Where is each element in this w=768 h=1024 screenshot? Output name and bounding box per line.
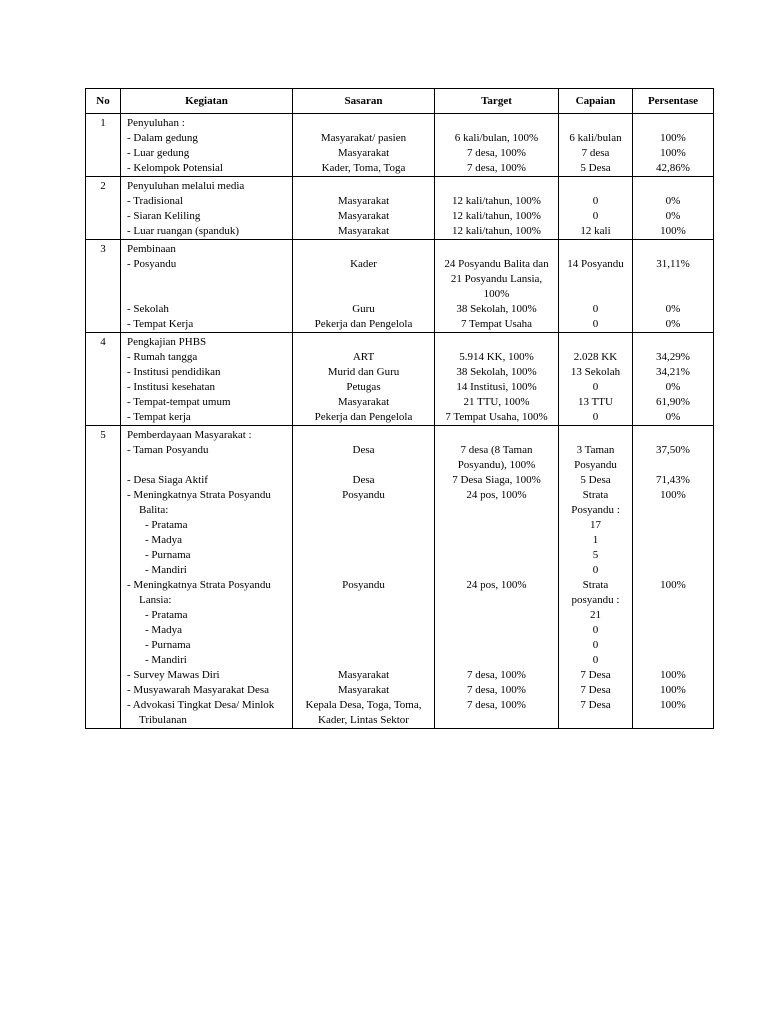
cell-capaian [559, 333, 633, 351]
cell-sasaran [293, 608, 435, 623]
cell-target: 38 Sekolah, 100% [435, 365, 559, 380]
cell-capaian: 0 [559, 194, 633, 209]
cell-target: 7 Tempat Usaha [435, 317, 559, 333]
cell-persentase: 0% [633, 410, 714, 426]
cell-no [86, 395, 121, 410]
cell-kegiatan: - Tempat Kerja [121, 317, 293, 333]
cell-sasaran [293, 177, 435, 195]
table-section [86, 240, 714, 333]
header-target: Target [435, 89, 559, 114]
cell-capaian: Strata Posyandu : [559, 488, 633, 518]
cell-sasaran [293, 533, 435, 548]
cell-target [435, 533, 559, 548]
cell-sasaran: Pekerja dan Pengelola [293, 410, 435, 426]
cell-kegiatan: - Purnama [121, 638, 293, 653]
cell-no [86, 350, 121, 365]
cell-kegiatan: - Advokasi Tingkat Desa/ Minlok Tribulanan [121, 698, 293, 729]
cell-capaian: 5 Desa [559, 473, 633, 488]
cell-persentase: 100% [633, 668, 714, 683]
cell-persentase: 0% [633, 209, 714, 224]
cell-target [435, 518, 559, 533]
table-section [86, 426, 714, 729]
table-row [86, 333, 714, 351]
cell-capaian: 3 Taman Posyandu [559, 443, 633, 473]
table-row [86, 350, 714, 365]
cell-capaian: 0 [559, 623, 633, 638]
cell-sasaran: Murid dan Guru [293, 365, 435, 380]
cell-sasaran [293, 638, 435, 653]
cell-persentase [633, 533, 714, 548]
cell-sasaran: Masyarakat [293, 224, 435, 240]
cell-kegiatan: - Purnama [121, 548, 293, 563]
cell-capaian: 7 Desa [559, 668, 633, 683]
cell-persentase [633, 653, 714, 668]
cell-target: 7 desa, 100% [435, 161, 559, 177]
cell-sasaran: Petugas [293, 380, 435, 395]
cell-sasaran: Desa [293, 443, 435, 473]
cell-no [86, 443, 121, 473]
cell-persentase [633, 548, 714, 563]
cell-kegiatan: - Madya [121, 533, 293, 548]
cell-target: 7 Tempat Usaha, 100% [435, 410, 559, 426]
cell-target: 6 kali/bulan, 100% [435, 131, 559, 146]
table-row [86, 623, 714, 638]
cell-capaian: 0 [559, 410, 633, 426]
cell-no [86, 623, 121, 638]
cell-sasaran [293, 653, 435, 668]
table-row [86, 473, 714, 488]
cell-sasaran: Masyarakat [293, 146, 435, 161]
header-sasaran: Sasaran [293, 89, 435, 114]
cell-no [86, 638, 121, 653]
cell-sasaran [293, 548, 435, 563]
table-row [86, 194, 714, 209]
cell-persentase [633, 114, 714, 132]
cell-no [86, 473, 121, 488]
table-row [86, 131, 714, 146]
cell-capaian: 14 Posyandu [559, 257, 633, 302]
cell-target: 12 kali/tahun, 100% [435, 194, 559, 209]
cell-kegiatan: - Dalam gedung [121, 131, 293, 146]
cell-target: 24 pos, 100% [435, 488, 559, 518]
table-row [86, 380, 714, 395]
cell-kegiatan: - Luar ruangan (spanduk) [121, 224, 293, 240]
cell-persentase: 100% [633, 224, 714, 240]
cell-persentase [633, 177, 714, 195]
cell-target [435, 548, 559, 563]
cell-capaian: 1 [559, 533, 633, 548]
table-row [86, 395, 714, 410]
cell-sasaran [293, 333, 435, 351]
table-row [86, 653, 714, 668]
cell-capaian: 0 [559, 563, 633, 578]
cell-no [86, 668, 121, 683]
cell-persentase: 34,21% [633, 365, 714, 380]
cell-target [435, 608, 559, 623]
header-capaian: Capaian [559, 89, 633, 114]
cell-persentase: 61,90% [633, 395, 714, 410]
cell-capaian: 13 Sekolah [559, 365, 633, 380]
cell-sasaran: Posyandu [293, 578, 435, 608]
cell-capaian: 17 [559, 518, 633, 533]
table-row [86, 443, 714, 473]
cell-no [86, 518, 121, 533]
cell-kegiatan: Pengkajian PHBS [121, 333, 293, 351]
cell-capaian: 7 Desa [559, 698, 633, 729]
cell-capaian: 0 [559, 209, 633, 224]
table-row [86, 518, 714, 533]
cell-kegiatan: - Survey Mawas Diri [121, 668, 293, 683]
cell-persentase: 100% [633, 146, 714, 161]
cell-sasaran: Kepala Desa, Toga, Toma, Kader, Lintas Sektor [293, 698, 435, 729]
header-kegiatan: Kegiatan [121, 89, 293, 114]
cell-no [86, 257, 121, 302]
cell-capaian: 0 [559, 317, 633, 333]
cell-no [86, 194, 121, 209]
cell-persentase: 0% [633, 317, 714, 333]
cell-kegiatan: Penyuluhan : [121, 114, 293, 132]
cell-sasaran: Masyarakat [293, 668, 435, 683]
table-section [86, 177, 714, 240]
cell-target [435, 333, 559, 351]
cell-kegiatan: - Luar gedung [121, 146, 293, 161]
cell-persentase [633, 608, 714, 623]
cell-capaian: 13 TTU [559, 395, 633, 410]
cell-target [435, 563, 559, 578]
cell-persentase: 42,86% [633, 161, 714, 177]
cell-capaian: 0 [559, 380, 633, 395]
cell-no [86, 533, 121, 548]
cell-kegiatan: - Tradisional [121, 194, 293, 209]
cell-no [86, 131, 121, 146]
table-row [86, 668, 714, 683]
cell-no [86, 698, 121, 729]
cell-no [86, 488, 121, 518]
cell-kegiatan: - Pratama [121, 608, 293, 623]
cell-no: 5 [86, 426, 121, 444]
cell-kegiatan: Penyuluhan melalui media [121, 177, 293, 195]
table-header-row [86, 89, 714, 114]
cell-kegiatan: - Posyandu [121, 257, 293, 302]
table-row [86, 302, 714, 317]
cell-persentase: 100% [633, 698, 714, 729]
cell-no: 4 [86, 333, 121, 351]
cell-kegiatan: - Rumah tangga [121, 350, 293, 365]
cell-kegiatan: - Meningkatnya Strata Posyandu Lansia: [121, 578, 293, 608]
cell-persentase [633, 240, 714, 258]
cell-sasaran: Desa [293, 473, 435, 488]
cell-kegiatan: - Tempat kerja [121, 410, 293, 426]
cell-target: 7 desa, 100% [435, 683, 559, 698]
table-row [86, 240, 714, 258]
cell-target: 5.914 KK, 100% [435, 350, 559, 365]
cell-kegiatan: - Tempat-tempat umum [121, 395, 293, 410]
cell-target [435, 638, 559, 653]
table-row [86, 224, 714, 240]
cell-persentase: 34,29% [633, 350, 714, 365]
cell-capaian: Strata posyandu : [559, 578, 633, 608]
table-row [86, 683, 714, 698]
cell-no [86, 608, 121, 623]
cell-no: 2 [86, 177, 121, 195]
cell-sasaran [293, 114, 435, 132]
table-row [86, 177, 714, 195]
table-row [86, 488, 714, 518]
cell-kegiatan: - Sekolah [121, 302, 293, 317]
cell-sasaran: ART [293, 350, 435, 365]
cell-sasaran: Masyarakat [293, 209, 435, 224]
cell-target [435, 653, 559, 668]
cell-persentase: 100% [633, 683, 714, 698]
cell-persentase [633, 563, 714, 578]
cell-persentase: 0% [633, 194, 714, 209]
cell-no [86, 653, 121, 668]
cell-no [86, 410, 121, 426]
cell-no [86, 302, 121, 317]
table-row [86, 161, 714, 177]
cell-no [86, 146, 121, 161]
cell-capaian: 5 [559, 548, 633, 563]
cell-kegiatan: - Mandiri [121, 563, 293, 578]
cell-no [86, 224, 121, 240]
cell-capaian: 6 kali/bulan [559, 131, 633, 146]
cell-kegiatan: - Mandiri [121, 653, 293, 668]
cell-target [435, 114, 559, 132]
cell-no [86, 380, 121, 395]
cell-target [435, 177, 559, 195]
cell-no [86, 683, 121, 698]
header-no: No [86, 89, 121, 114]
cell-persentase: 37,50% [633, 443, 714, 473]
cell-kegiatan: - Institusi kesehatan [121, 380, 293, 395]
table-row [86, 209, 714, 224]
cell-capaian [559, 240, 633, 258]
cell-persentase: 0% [633, 380, 714, 395]
table-section [86, 333, 714, 426]
cell-capaian: 0 [559, 302, 633, 317]
cell-target: 7 desa, 100% [435, 698, 559, 729]
cell-persentase: 100% [633, 488, 714, 518]
cell-target [435, 240, 559, 258]
cell-capaian: 0 [559, 653, 633, 668]
cell-sasaran [293, 623, 435, 638]
cell-kegiatan: Pembinaan [121, 240, 293, 258]
table-row [86, 638, 714, 653]
cell-capaian: 21 [559, 608, 633, 623]
table-row [86, 548, 714, 563]
cell-target: 21 TTU, 100% [435, 395, 559, 410]
cell-capaian [559, 114, 633, 132]
cell-target: 24 Posyandu Balita dan 21 Posyandu Lansia, 100% [435, 257, 559, 302]
cell-sasaran: Masyarakat [293, 395, 435, 410]
cell-kegiatan: - Musyawarah Masyarakat Desa [121, 683, 293, 698]
cell-no [86, 578, 121, 608]
table-row [86, 114, 714, 132]
cell-persentase [633, 333, 714, 351]
cell-kegiatan: - Madya [121, 623, 293, 638]
cell-kegiatan: - Institusi pendidikan [121, 365, 293, 380]
table-section [86, 114, 714, 177]
table-row [86, 563, 714, 578]
table-row [86, 608, 714, 623]
cell-capaian [559, 426, 633, 444]
cell-persentase: 0% [633, 302, 714, 317]
cell-sasaran [293, 563, 435, 578]
cell-persentase [633, 638, 714, 653]
cell-kegiatan: - Desa Siaga Aktif [121, 473, 293, 488]
cell-sasaran [293, 240, 435, 258]
table-row [86, 698, 714, 729]
table-row [86, 410, 714, 426]
table-row [86, 146, 714, 161]
cell-sasaran: Masyarakat [293, 683, 435, 698]
table-row [86, 257, 714, 302]
cell-capaian: 12 kali [559, 224, 633, 240]
cell-kegiatan: - Siaran Keliling [121, 209, 293, 224]
cell-target: 24 pos, 100% [435, 578, 559, 608]
cell-capaian: 7 desa [559, 146, 633, 161]
cell-kegiatan: - Pratama [121, 518, 293, 533]
table-row [86, 578, 714, 608]
cell-sasaran: Pekerja dan Pengelola [293, 317, 435, 333]
cell-persentase [633, 518, 714, 533]
cell-no [86, 365, 121, 380]
cell-kegiatan: Pemberdayaan Masyarakat : [121, 426, 293, 444]
cell-sasaran [293, 426, 435, 444]
cell-no [86, 548, 121, 563]
cell-capaian [559, 177, 633, 195]
cell-target: 12 kali/tahun, 100% [435, 224, 559, 240]
cell-persentase: 71,43% [633, 473, 714, 488]
cell-target: 12 kali/tahun, 100% [435, 209, 559, 224]
cell-target: 14 Institusi, 100% [435, 380, 559, 395]
cell-capaian: 7 Desa [559, 683, 633, 698]
cell-no [86, 161, 121, 177]
cell-no: 3 [86, 240, 121, 258]
cell-persentase [633, 623, 714, 638]
cell-target: 7 desa, 100% [435, 668, 559, 683]
cell-capaian: 2.028 KK [559, 350, 633, 365]
cell-persentase: 31,11% [633, 257, 714, 302]
cell-persentase: 100% [633, 131, 714, 146]
cell-persentase [633, 426, 714, 444]
table-row [86, 365, 714, 380]
cell-capaian: 5 Desa [559, 161, 633, 177]
cell-sasaran: Guru [293, 302, 435, 317]
cell-no: 1 [86, 114, 121, 132]
cell-sasaran: Masyarakat [293, 194, 435, 209]
cell-kegiatan: - Kelompok Potensial [121, 161, 293, 177]
table-row [86, 426, 714, 444]
cell-sasaran [293, 518, 435, 533]
activity-table [85, 88, 714, 729]
cell-target: 38 Sekolah, 100% [435, 302, 559, 317]
cell-kegiatan: - Taman Posyandu [121, 443, 293, 473]
cell-no [86, 317, 121, 333]
cell-no [86, 209, 121, 224]
cell-no [86, 563, 121, 578]
cell-target: 7 desa, 100% [435, 146, 559, 161]
cell-persentase: 100% [633, 578, 714, 608]
cell-target [435, 623, 559, 638]
cell-target [435, 426, 559, 444]
cell-sasaran: Kader [293, 257, 435, 302]
cell-capaian: 0 [559, 638, 633, 653]
cell-kegiatan: - Meningkatnya Strata Posyandu Balita: [121, 488, 293, 518]
cell-sasaran: Kader, Toma, Toga [293, 161, 435, 177]
table-row [86, 317, 714, 333]
header-persentase: Persentase [633, 89, 714, 114]
table-row [86, 533, 714, 548]
cell-sasaran: Masyarakat/ pasien [293, 131, 435, 146]
cell-sasaran: Posyandu [293, 488, 435, 518]
cell-target: 7 Desa Siaga, 100% [435, 473, 559, 488]
cell-target: 7 desa (8 Taman Posyandu), 100% [435, 443, 559, 473]
